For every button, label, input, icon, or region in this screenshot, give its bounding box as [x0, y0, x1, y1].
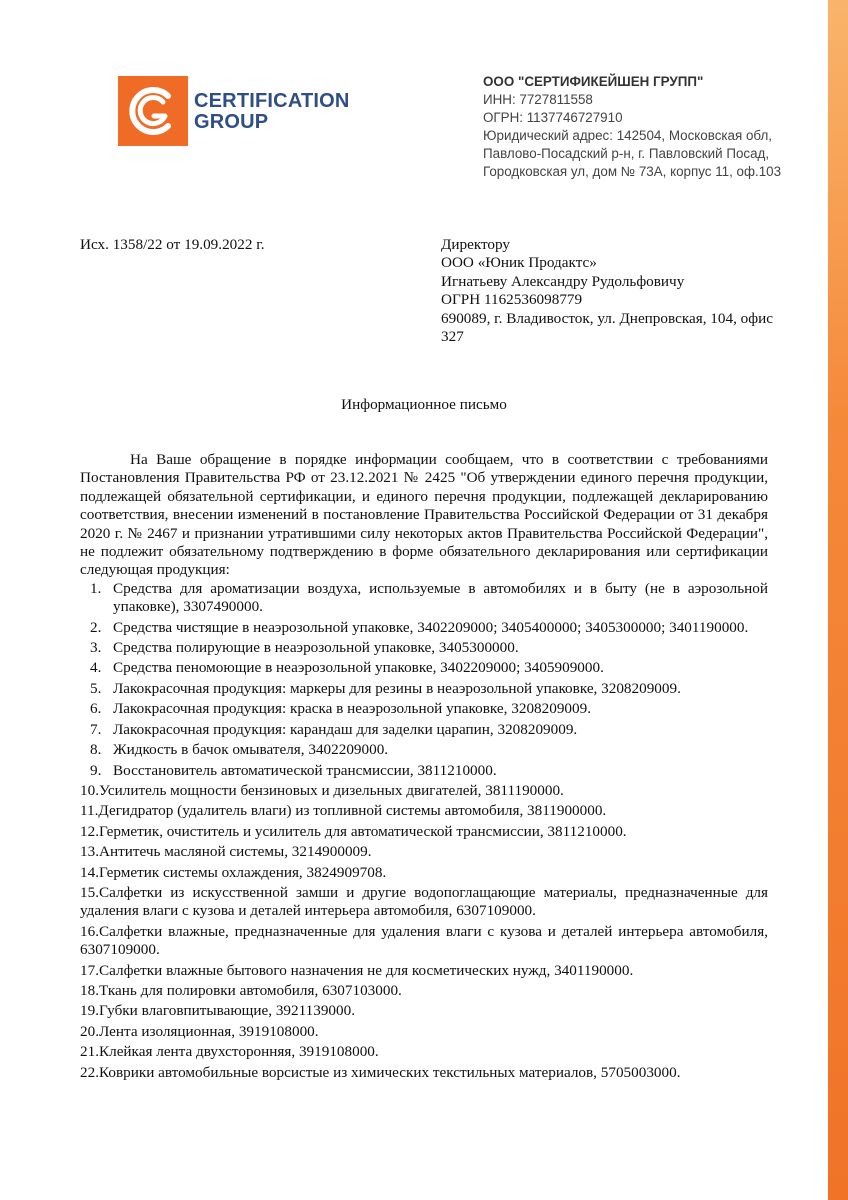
list-item-number: 18. — [80, 981, 99, 999]
outgoing-reference: Исх. 1358/22 от 19.09.2022 г. — [80, 236, 265, 253]
list-item — [80, 982, 768, 1000]
list-item-number: 6. — [90, 700, 102, 718]
list-item — [80, 639, 768, 657]
list-item-text: Герметик, очиститель и усилитель для автоматической трансмиссии, 3811210000. — [98, 822, 627, 840]
list-item-text: Средства для ароматизации воздуха, используемые в автомобилях и в быту (не в аэрозольной упаковке), 3307490000. — [113, 579, 768, 616]
list-item — [80, 864, 768, 882]
list-item — [80, 884, 768, 921]
list-item — [80, 802, 768, 820]
company-ogrn: ОГРН: 1137746727910 — [483, 110, 623, 125]
list-item — [80, 721, 768, 739]
list-item-text: Герметик системы охлаждения, 3824909708. — [98, 863, 387, 881]
letter-body — [80, 451, 768, 1084]
list-item — [80, 823, 768, 841]
list-item — [80, 1023, 768, 1041]
list-item-text: Салфетки из искусственной замши и другие водопоглащающие материалы, предназначенные для удаления влаги с кузова и деталей интерьера автомобиля, 6307109000. — [80, 883, 768, 920]
list-item-number: 13. — [80, 843, 99, 861]
list-item — [80, 762, 768, 780]
list-item-number: 5. — [90, 679, 102, 697]
list-item-text: Салфетки влажные, предназначенные для удаления влаги с кузова и деталей интерьера автомобиля, 6307109000. — [80, 922, 768, 959]
list-item — [80, 1002, 768, 1020]
logo-wordmark — [194, 91, 350, 133]
addressee-line: ОГРН 1162536098779 — [441, 291, 583, 309]
list-item-text: Лакокрасочная продукция: краска в неаэрозольной упаковке, 3208209009. — [113, 700, 591, 718]
logo-line-1: CERTIFICATION — [194, 90, 350, 112]
addressee-block — [441, 236, 791, 346]
intro-paragraph: На Ваше обращение в порядке информации сообщаем, что в соответствии с требованиями Постановления Правительства РФ от 23.12.2021 № 2425 "Об утверждении единого перечня продукции, подлежащей обязательной сертификации, и единого перечня продукции, подлежащей декларированию соответствия, внесении изменений в постановление Правительства Российской Федерации от 31 декабря 2020 г. № 2467 и признании утратившими силу некоторых актов Правительства Российской Федерации", не подлежит обязательному подтверждению в форме обязательного декларирования или сертификации следующая продукция: — [80, 451, 768, 579]
list-item-number: 17. — [80, 961, 99, 979]
list-item-number: 7. — [90, 720, 102, 738]
list-item — [80, 580, 768, 617]
orange-edge-stripe — [828, 0, 848, 1200]
company-name: ООО "СЕРТИФИКЕЙШЕН ГРУПП" — [483, 74, 704, 89]
logo-emblem-icon — [118, 76, 188, 146]
list-item — [80, 700, 768, 718]
list-item-number: 21. — [80, 1043, 99, 1061]
list-item-number: 8. — [90, 741, 102, 759]
list-item-number: 10. — [80, 781, 99, 799]
list-item-number: 16. — [80, 922, 99, 940]
list-item-text: Ткань для полировки автомобиля, 6307103000. — [98, 981, 402, 999]
addressee-line: Игнатьеву Александру Рудольфовичу — [441, 272, 685, 290]
logo-line-2: GROUP — [194, 111, 269, 133]
list-item-text: Губки влаговпитывающие, 3921139000. — [98, 1002, 355, 1020]
list-item — [80, 923, 768, 960]
list-item-text: Коврики автомобильные ворсистые из химических текстильных материалов, 5705003000. — [98, 1063, 681, 1081]
letter-title: Информационное письмо — [341, 396, 507, 413]
company-address-line: Городковская ул, дом № 73А, корпус 11, оф.103 — [483, 164, 782, 179]
list-item-number: 15. — [80, 883, 99, 901]
addressee-line: 690089, г. Владивосток, ул. Днепровская, 104, офис 327 — [441, 309, 773, 346]
list-item-number: 9. — [90, 761, 102, 779]
company-address-line: Юридический адрес: 142504, Московская обл, — [483, 128, 773, 143]
company-inn: ИНН: 7727811558 — [483, 92, 593, 107]
list-item-number: 1. — [90, 579, 102, 597]
list-item-text: Усилитель мощности бензиновых и дизельных двигателей, 3811190000. — [98, 781, 564, 799]
list-item-text: Средства полирующие в неаэрозольной упаковке, 3405300000. — [113, 639, 519, 657]
list-item-text: Средства пеномоющие в неаэрозольной упаковке, 3402209000; 3405909000. — [113, 659, 604, 677]
addressee-line: ООО «Юник Продактс» — [441, 254, 597, 272]
list-item — [80, 1064, 768, 1082]
list-item-text: Антитечь масляной системы, 3214900009. — [98, 843, 372, 861]
list-item — [80, 1043, 768, 1061]
list-item-number: 11. — [80, 802, 99, 820]
list-item-text: Восстановитель автоматической трансмиссии, 3811210000. — [113, 761, 497, 779]
product-list — [80, 580, 768, 1082]
list-item-number: 3. — [90, 639, 102, 657]
company-address-line: Павлово-Посадский р-н, г. Павловский Посад, — [483, 146, 770, 161]
list-item — [80, 843, 768, 861]
list-item-number: 22. — [80, 1063, 99, 1081]
list-item — [80, 741, 768, 759]
list-item-number: 12. — [80, 822, 99, 840]
list-item-number: 19. — [80, 1002, 99, 1020]
list-item-number: 4. — [90, 659, 102, 677]
list-item-text: Салфетки влажные бытового назначения не для косметических нужд, 3401190000. — [98, 961, 634, 979]
list-item-text: Клейкая лента двухсторонняя, 3919108000. — [98, 1043, 379, 1061]
list-item-text: Дегидратор (удалитель влаги) из топливной системы автомобиля, 3811900000. — [98, 802, 607, 820]
list-item-text: Средства чистящие в неаэрозольной упаковке, 3402209000; 3405400000; 3405300000; 3401190000. — [113, 618, 749, 636]
company-requisites — [483, 73, 781, 181]
list-item-number: 20. — [80, 1022, 99, 1040]
list-item-text: Лакокрасочная продукция: маркеры для резины в неаэрозольной упаковке, 3208209009. — [113, 679, 681, 697]
list-item — [80, 619, 768, 637]
list-item-text: Лакокрасочная продукция: карандаш для заделки царапин, 3208209009. — [113, 720, 578, 738]
list-item-text: Жидкость в бачок омывателя, 3402209000. — [113, 741, 389, 759]
list-item — [80, 680, 768, 698]
list-item — [80, 962, 768, 980]
list-item-number: 14. — [80, 863, 99, 881]
company-logo — [118, 76, 364, 146]
list-item — [80, 659, 768, 677]
addressee-line: Директору — [441, 236, 511, 253]
list-item-number: 2. — [90, 618, 102, 636]
list-item — [80, 782, 768, 800]
list-item-text: Лента изоляционная, 3919108000. — [98, 1022, 319, 1040]
